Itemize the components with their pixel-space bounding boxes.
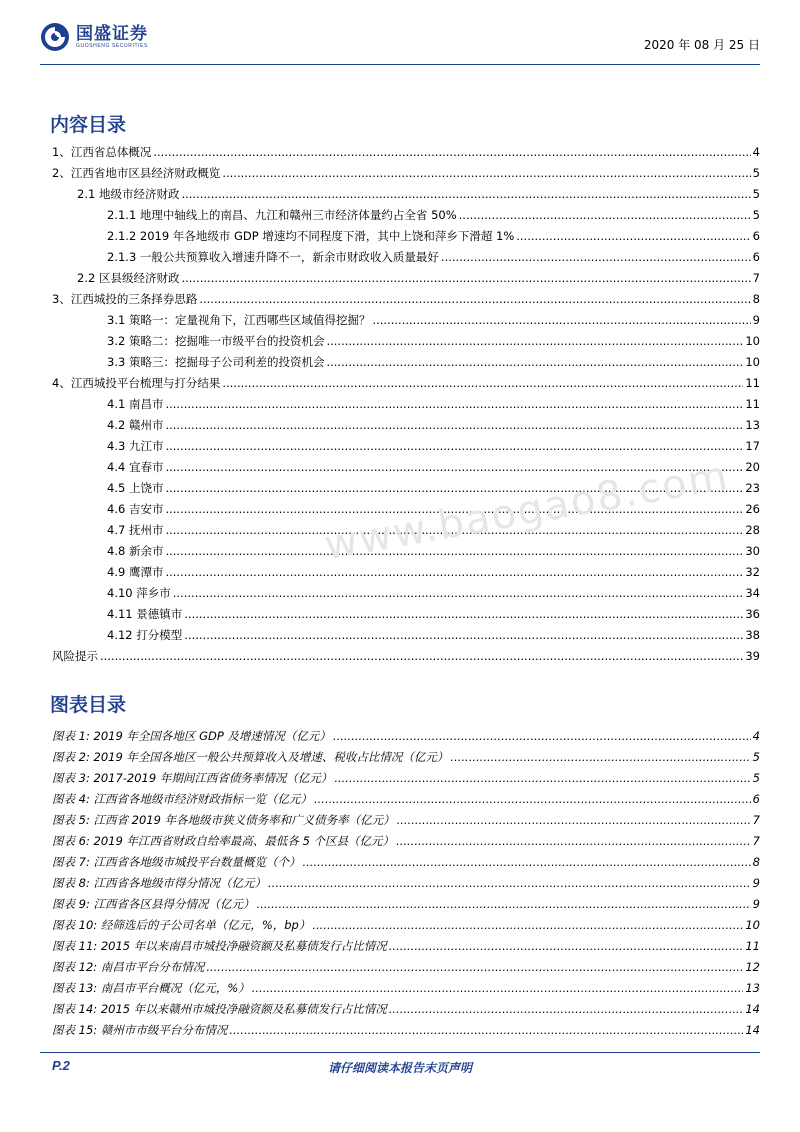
- dot-leader: [165, 415, 743, 436]
- entry-page-number: 14: [745, 1023, 760, 1037]
- entry-label: 图表 12: 南昌市平台分布情况: [52, 960, 205, 974]
- entry-label: 4.4 宜春市: [107, 460, 164, 474]
- entry-label: 图表 3: 2017-2019 年期间江西省债务率情况（亿元）: [52, 771, 333, 785]
- toc-entry[interactable]: [52, 142, 760, 163]
- entry-label: 2.1 地级市经济财政: [77, 187, 180, 201]
- entry-label: 4.9 鹰潭市: [107, 565, 164, 579]
- entry-page-number: 13: [745, 981, 760, 995]
- dot-leader: [450, 747, 750, 768]
- entry-page-number: 5: [752, 208, 760, 222]
- toc-entry[interactable]: [52, 646, 760, 667]
- entry-page-number: 5: [752, 771, 760, 785]
- entry-page-number: 7: [752, 834, 760, 848]
- toc-entry[interactable]: [52, 415, 760, 436]
- dot-leader: [199, 289, 750, 310]
- entry-label: 图表 6: 2019 年江西省财政自给率最高、最低各 5 个区县（亿元）: [52, 834, 395, 848]
- dot-leader: [184, 604, 743, 625]
- figure-entry[interactable]: [52, 1020, 760, 1041]
- contents-list: [52, 142, 760, 667]
- entry-label: 图表 9: 江西省各区县得分情况（亿元）: [52, 897, 255, 911]
- dot-leader: [257, 894, 751, 915]
- entry-label: 4.12 打分模型: [107, 628, 183, 642]
- entry-page-number: 11: [745, 376, 760, 390]
- entry-page-number: 6: [752, 250, 760, 264]
- dot-leader: [153, 142, 750, 163]
- dot-leader: [165, 436, 743, 457]
- entry-label: 图表 15: 赣州市市级平台分布情况: [52, 1023, 228, 1037]
- entry-label: 图表 10: 经筛选后的子公司名单（亿元，%，bp）: [52, 918, 311, 932]
- figure-entry[interactable]: [52, 852, 760, 873]
- figure-entry[interactable]: [52, 747, 760, 768]
- figure-entry[interactable]: [52, 957, 760, 978]
- toc-entry[interactable]: [52, 310, 760, 331]
- entry-label: 4.3 九江市: [107, 439, 164, 453]
- entry-label: 4.5 上饶市: [107, 481, 164, 495]
- entry-page-number: 11: [745, 397, 760, 411]
- figure-entry[interactable]: [52, 999, 760, 1020]
- toc-entry[interactable]: [52, 583, 760, 604]
- dot-leader: [181, 184, 750, 205]
- dot-leader: [173, 583, 744, 604]
- entry-label: 2、江西省地市区县经济财政概览: [52, 166, 221, 180]
- toc-entry[interactable]: [52, 604, 760, 625]
- entry-page-number: 32: [745, 565, 760, 579]
- entry-page-number: 17: [745, 439, 760, 453]
- entry-label: 2.1.3 一般公共预算收入增速升降不一，新余市财政收入质量最好: [107, 250, 439, 264]
- dot-leader: [100, 646, 743, 667]
- entry-label: 图表 1: 2019 年全国各地区 GDP 及增速情况（亿元）: [52, 729, 331, 743]
- dot-leader: [222, 163, 750, 184]
- figure-entry[interactable]: [52, 789, 760, 810]
- figure-entry[interactable]: [52, 726, 760, 747]
- dot-leader: [165, 562, 743, 583]
- toc-entry[interactable]: [52, 226, 760, 247]
- entry-label: 1、江西省总体概况: [52, 145, 152, 159]
- figure-entry[interactable]: [52, 936, 760, 957]
- figure-entry[interactable]: [52, 768, 760, 789]
- entry-label: 4.8 新余市: [107, 544, 164, 558]
- toc-entry[interactable]: [52, 373, 760, 394]
- entry-page-number: 28: [745, 523, 760, 537]
- figure-entry[interactable]: [52, 915, 760, 936]
- page-header: [40, 22, 760, 64]
- brand-name-en: GUOSHENG SECURITIES: [76, 42, 148, 49]
- figures-title: 图表目录: [50, 694, 127, 716]
- entry-page-number: 14: [745, 1002, 760, 1016]
- toc-entry[interactable]: [52, 331, 760, 352]
- entry-page-number: 5: [752, 166, 760, 180]
- dot-leader: [441, 247, 751, 268]
- entry-label: 4、江西城投平台梳理与打分结果: [52, 376, 221, 390]
- toc-entry[interactable]: [52, 625, 760, 646]
- entry-page-number: 9: [752, 313, 760, 327]
- entry-label: 图表 7: 江西省各地级市城投平台数量概览（个）: [52, 855, 301, 869]
- entry-label: 2.1.2 2019 年各地级市 GDP 增速均不同程度下滑，其中上饶和萍乡下滑超 1%: [107, 229, 515, 243]
- entry-label: 4.11 景德镇市: [107, 607, 183, 621]
- entry-page-number: 39: [745, 649, 760, 663]
- entry-page-number: 30: [745, 544, 760, 558]
- toc-entry[interactable]: [52, 562, 760, 583]
- toc-entry[interactable]: [52, 394, 760, 415]
- toc-entry[interactable]: [52, 352, 760, 373]
- entry-page-number: 7: [752, 271, 760, 285]
- entry-page-number: 10: [745, 334, 760, 348]
- entry-label: 4.7 抚州市: [107, 523, 164, 537]
- dot-leader: [459, 205, 751, 226]
- dot-leader: [314, 789, 751, 810]
- entry-page-number: 11: [745, 939, 760, 953]
- entry-page-number: 4: [752, 145, 760, 159]
- entry-page-number: 12: [745, 960, 760, 974]
- dot-leader: [222, 373, 743, 394]
- entry-page-number: 34: [745, 586, 760, 600]
- entry-label: 图表 2: 2019 年全国各地区一般公共预算收入及增速、税收占比情况（亿元）: [52, 750, 449, 764]
- toc-entry[interactable]: [52, 289, 760, 310]
- dot-leader: [396, 831, 751, 852]
- entry-page-number: 38: [745, 628, 760, 642]
- toc-entry[interactable]: [52, 247, 760, 268]
- dot-leader: [303, 852, 751, 873]
- entry-label: 3.2 策略二：挖掘唯一市级平台的投资机会: [107, 334, 325, 348]
- dot-leader: [165, 394, 743, 415]
- entry-page-number: 10: [745, 918, 760, 932]
- dot-leader: [184, 625, 743, 646]
- toc-entry[interactable]: [52, 268, 760, 289]
- entry-page-number: 36: [745, 607, 760, 621]
- dot-leader: [334, 768, 750, 789]
- entry-label: 图表 11: 2015 年以来南昌市城投净融资额及私募债发行占比情况: [52, 939, 387, 953]
- entry-label: 图表 5: 江西省 2019 年各地级市狭义债务率和广义债务率（亿元）: [52, 813, 395, 827]
- footer-divider: [40, 1052, 760, 1053]
- entry-page-number: 8: [752, 855, 760, 869]
- figure-entry[interactable]: [52, 873, 760, 894]
- entry-label: 风险提示: [52, 649, 98, 663]
- entry-label: 4.6 吉安市: [107, 502, 164, 516]
- dot-leader: [389, 936, 744, 957]
- toc-entry[interactable]: [52, 436, 760, 457]
- entry-page-number: 23: [745, 481, 760, 495]
- entry-label: 图表 8: 江西省各地级市得分情况（亿元）: [52, 876, 267, 890]
- entry-page-number: 5: [752, 187, 760, 201]
- dot-leader: [397, 810, 751, 831]
- entry-page-number: 26: [745, 502, 760, 516]
- page-number: P.2: [52, 1058, 70, 1073]
- entry-page-number: 13: [745, 418, 760, 432]
- figure-entry[interactable]: [52, 810, 760, 831]
- entry-page-number: 6: [752, 792, 760, 806]
- entry-page-number: 20: [745, 460, 760, 474]
- entry-label: 2.2 区县级经济财政: [77, 271, 180, 285]
- entry-page-number: 4: [752, 729, 760, 743]
- entry-page-number: 10: [745, 355, 760, 369]
- toc-entry[interactable]: [52, 184, 760, 205]
- report-date: 2020 年 08 月 25 日: [643, 38, 760, 52]
- dot-leader: [181, 268, 750, 289]
- toc-entry[interactable]: [52, 163, 760, 184]
- entry-label: 3.3 策略三：挖掘母子公司利差的投资机会: [107, 355, 325, 369]
- dot-leader: [268, 873, 751, 894]
- entry-page-number: 7: [752, 813, 760, 827]
- figure-entry[interactable]: [52, 978, 760, 999]
- toc-entry[interactable]: [52, 205, 760, 226]
- watermark: www.baogao8.com: [321, 452, 733, 570]
- dot-leader: [252, 978, 744, 999]
- brand-name-cn: 国盛证券: [76, 23, 148, 44]
- entry-label: 4.10 萍乡市: [107, 586, 171, 600]
- dot-leader: [326, 352, 743, 373]
- entry-page-number: 9: [752, 876, 760, 890]
- dot-leader: [333, 726, 751, 747]
- header-divider: [40, 64, 760, 65]
- entry-page-number: 8: [752, 292, 760, 306]
- entry-label: 4.2 赣州市: [107, 418, 164, 432]
- dot-leader: [206, 957, 743, 978]
- entry-label: 4.1 南昌市: [107, 397, 164, 411]
- figure-entry[interactable]: [52, 894, 760, 915]
- dot-leader: [326, 331, 743, 352]
- entry-label: 3.1 策略一：定量视角下，江西哪些区域值得挖掘？: [107, 313, 371, 327]
- figure-entry[interactable]: [52, 831, 760, 852]
- dot-leader: [229, 1020, 743, 1041]
- entry-label: 3、江西城投的三条择券思路: [52, 292, 198, 306]
- brand-logo: [40, 22, 148, 52]
- guosheng-logo-icon: [40, 22, 70, 52]
- footer-disclaimer: 请仔细阅读本报告末页声明: [327, 1061, 472, 1075]
- entry-page-number: 6: [752, 229, 760, 243]
- entry-page-number: 5: [752, 750, 760, 764]
- entry-label: 2.1.1 地理中轴线上的南昌、九江和赣州三市经济体量约占全省 50%: [107, 208, 457, 222]
- dot-leader: [516, 226, 750, 247]
- entry-label: 图表 14: 2015 年以来赣州市城投净融资额及私募债发行占比情况: [52, 1002, 387, 1016]
- dot-leader: [372, 310, 750, 331]
- dot-leader: [389, 999, 744, 1020]
- figures-list: [52, 726, 760, 1041]
- entry-page-number: 9: [752, 897, 760, 911]
- entry-label: 图表 4: 江西省各地级市经济财政指标一览（亿元）: [52, 792, 312, 806]
- dot-leader: [312, 915, 743, 936]
- entry-label: 图表 13: 南昌市平台概况（亿元，%）: [52, 981, 250, 995]
- contents-title: 内容目录: [50, 114, 127, 136]
